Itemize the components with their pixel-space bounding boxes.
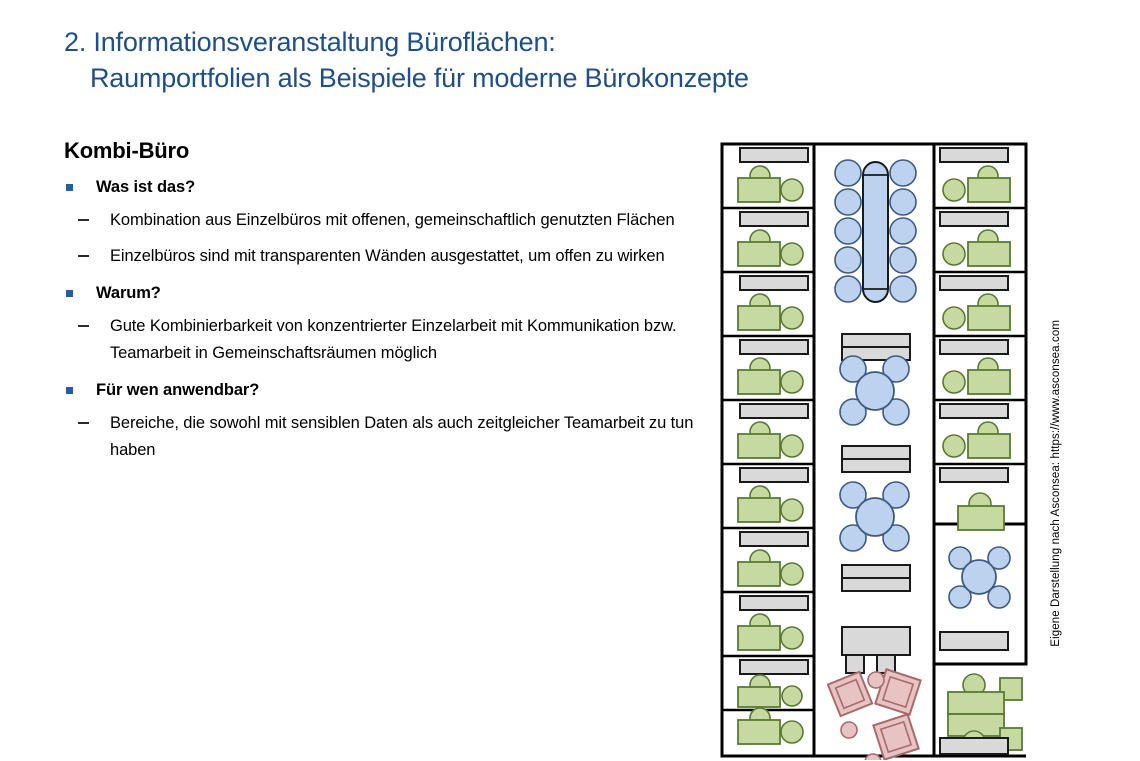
cabinet-icon: [740, 596, 808, 610]
cabinet-icon: [740, 276, 808, 290]
visitor-chair-icon: [943, 307, 965, 329]
section-heading: Kombi-Büro: [64, 138, 190, 163]
visitor-chair-icon: [943, 435, 965, 457]
conference-chair-icon: [890, 160, 916, 186]
square-bullet-icon: [66, 184, 73, 191]
conference-chair-icon: [890, 218, 916, 244]
visitor-chair-icon: [781, 371, 803, 393]
visitor-chair-icon: [781, 627, 803, 649]
content-block: [64, 138, 704, 464]
visitor-chair-icon: [781, 435, 803, 457]
sideboard-icon: [842, 446, 910, 472]
desk-icon: [738, 562, 780, 586]
visitor-chair-icon: [781, 243, 803, 265]
desk-icon: [738, 178, 780, 202]
square-bullet-icon: [66, 387, 73, 394]
side-table-icon: [868, 672, 884, 688]
page-title-line-1: 2. Informationsveranstaltung Büroflächen:: [64, 27, 556, 57]
sub-bullet-label: Einzelbüros sind mit transparenten Wänden ausgestattet, um offen zu wirken: [110, 247, 665, 265]
desk-icon: [738, 434, 780, 458]
round-table-icon: [856, 372, 894, 410]
desk-icon: [968, 370, 1010, 394]
conference-chair-icon: [835, 247, 861, 273]
conference-chair-icon: [835, 218, 861, 244]
bullet-label: Für wen anwendbar?: [96, 381, 260, 399]
desk-icon: [968, 242, 1010, 266]
desk-icon: [968, 178, 1010, 202]
round-meeting-point-group: [840, 356, 909, 425]
sub-bullet-label: Gute Kombinierbarkeit von konzentrierter Einzelarbeit mit Kommunikation bzw. Teamarbeit in Gemeinschaftsräumen möglich: [110, 317, 677, 362]
visitor-chair-icon: [781, 307, 803, 329]
bullet-item-warum: [64, 282, 704, 304]
sub-bullet-label: Bereiche, die sowohl mit sensiblen Daten als auch zeitgleicher Teamarbeit zu tun haben: [110, 414, 694, 459]
desk-icon: [738, 306, 780, 330]
sub-bullet-item: [64, 243, 704, 270]
round-meeting-point-group: [840, 482, 909, 551]
desk-icon: [738, 687, 780, 707]
conference-chair-icon: [835, 160, 861, 186]
lounge-cluster: [828, 669, 921, 760]
round-table-icon: [962, 560, 996, 594]
desk-icon: [968, 306, 1010, 330]
cabinet-icon: [740, 404, 808, 418]
desk-icon: [958, 506, 1004, 530]
conference-table-icon: [863, 162, 888, 302]
sub-bullet-label: Kombination aus Einzelbüros mit offenen, gemeinschaftlich genutzten Flächen: [110, 211, 675, 229]
visitor-chair-icon: [943, 179, 965, 201]
dash-bullet-icon: [78, 255, 89, 257]
square-bullet-icon: [66, 290, 73, 297]
kombi-office-floorplan-diagram: [718, 140, 1030, 760]
cabinet-icon: [740, 148, 808, 162]
conference-chair-icon: [890, 247, 916, 273]
bullet-item-was-ist-das: [64, 176, 704, 198]
side-table-icon: [841, 722, 857, 738]
desk-icon: [738, 626, 780, 650]
cabinet-icon: [740, 340, 808, 354]
sideboard-icon: [842, 565, 910, 591]
cabinet-icon: [940, 340, 1008, 354]
dash-bullet-icon: [78, 325, 89, 327]
sub-bullet-item: [64, 410, 704, 464]
source-credit: Eigene Darstellung nach Asconsea: https://www.asconsea.com: [1050, 320, 1062, 647]
visitor-chair-icon: [781, 721, 803, 743]
cabinet-icon: [940, 632, 1008, 650]
bullet-label: Warum?: [96, 284, 161, 302]
conference-chair-icon: [835, 276, 861, 302]
page-title-line-2: Raumportfolien als Beispiele für moderne Bürokonzepte: [90, 63, 749, 93]
dash-bullet-icon: [78, 422, 89, 424]
bullet-item-fuer-wen-anwendbar: [64, 379, 704, 401]
desk-icon: [738, 720, 780, 744]
visitor-chair-icon: [781, 499, 803, 521]
visitor-chair-icon: [781, 563, 803, 585]
desk-icon: [738, 242, 780, 266]
counter-with-stools-icon: [842, 627, 910, 673]
conference-table-group: [835, 160, 916, 302]
sub-bullet-item: [64, 313, 704, 367]
page-title: [64, 24, 944, 96]
desk-icon: [738, 498, 780, 522]
visitor-chair-icon: [782, 686, 802, 706]
cabinet-icon: [940, 738, 1008, 754]
cabinet-icon: [940, 468, 1008, 482]
visitor-chair-icon: [943, 371, 965, 393]
cabinet-icon: [740, 532, 808, 546]
cabinet-icon: [940, 404, 1008, 418]
lounge-armchair-icon: [828, 672, 872, 716]
lounge-armchair-icon: [873, 714, 918, 759]
desk-icon: [948, 692, 1004, 714]
conference-chair-icon: [890, 276, 916, 302]
desk-icon: [968, 434, 1010, 458]
visitor-chair-icon: [781, 179, 803, 201]
cabinet-icon: [740, 212, 808, 226]
visitor-chair-icon: [943, 243, 965, 265]
cabinet-icon: [740, 660, 808, 674]
dash-bullet-icon: [78, 219, 89, 221]
central-shared-zone: [828, 160, 921, 760]
cabinet-icon: [940, 212, 1008, 226]
sub-bullet-item: [64, 207, 704, 234]
conference-chair-icon: [835, 189, 861, 215]
cabinet-icon: [740, 468, 808, 482]
cabinet-icon: [940, 276, 1008, 290]
conference-chair-icon: [890, 189, 916, 215]
round-table-icon: [856, 498, 894, 536]
desk-icon: [738, 370, 780, 394]
bullet-label: Was ist das?: [96, 178, 196, 196]
cabinet-icon: [940, 148, 1008, 162]
